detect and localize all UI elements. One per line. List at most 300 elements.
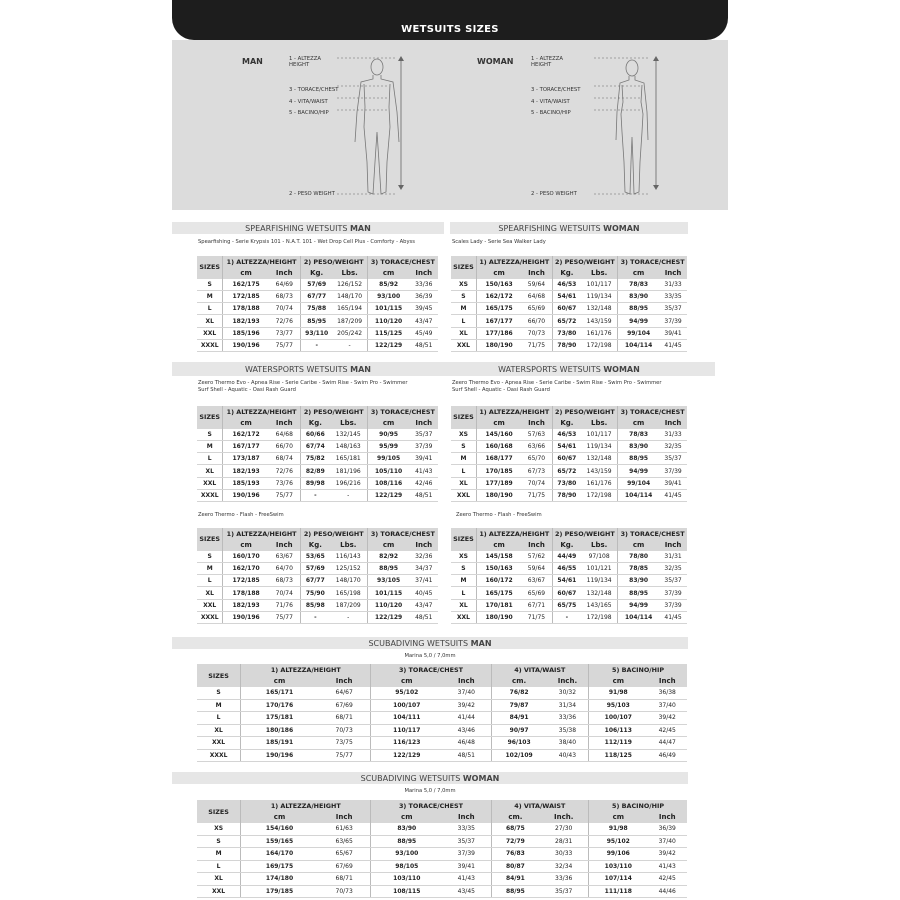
value-cell: 95/102 — [371, 687, 442, 699]
value-cell: 119/134 — [581, 575, 618, 587]
table-row — [197, 860, 687, 873]
col-header: 2) PESO/WEIGHT — [300, 406, 367, 417]
value-cell: 190/196 — [223, 490, 269, 502]
value-cell: 75/77 — [269, 612, 300, 624]
table-row — [197, 885, 687, 898]
value-cell: 75/77 — [269, 490, 300, 502]
value-cell: 64/70 — [269, 562, 300, 574]
value-cell: 107/114 — [589, 873, 648, 886]
value-cell: 63/66 — [521, 440, 552, 452]
value-cell: 94/99 — [618, 315, 659, 327]
value-cell: 108/115 — [371, 885, 442, 898]
value-cell: 180/190 — [476, 490, 521, 502]
table-row — [451, 490, 687, 502]
value-cell: 178/188 — [223, 303, 269, 315]
value-cell: 66/70 — [269, 440, 300, 452]
value-cell: 71/75 — [521, 612, 552, 624]
col-header: 3) TORACE/CHEST — [618, 528, 687, 539]
value-cell: 148/163 — [330, 440, 367, 452]
table-row — [451, 340, 687, 352]
col-subheader: Inch — [318, 676, 371, 688]
table-row — [451, 315, 687, 327]
value-cell: 116/123 — [371, 737, 442, 750]
value-cell: 165/198 — [330, 587, 367, 599]
man-hip-label: 5 - BACINO/HIP — [289, 110, 329, 116]
value-cell: 110/117 — [371, 724, 442, 737]
value-cell: 84/91 — [491, 873, 539, 886]
value-cell: 43/47 — [410, 315, 438, 327]
value-cell: 82/92 — [367, 551, 409, 563]
size-cell: XS — [197, 823, 241, 835]
value-cell: - — [300, 340, 332, 352]
table-row — [451, 612, 687, 624]
value-cell: 70/74 — [269, 303, 300, 315]
value-cell: 78/80 — [618, 551, 659, 563]
table-row — [197, 873, 687, 886]
value-cell: 110/120 — [367, 599, 409, 611]
value-cell: 85/95 — [300, 315, 332, 327]
value-cell: - — [330, 612, 367, 624]
water-man-title: WATERSPORTS WETSUITS MAN — [244, 365, 372, 374]
value-cell: 54/61 — [552, 290, 581, 302]
value-cell: 32/34 — [539, 860, 588, 873]
value-cell: 60/66 — [300, 429, 330, 441]
value-cell: 167/177 — [476, 315, 521, 327]
col-subheader: Inch — [410, 267, 438, 278]
value-cell: 36/38 — [647, 687, 687, 699]
value-cell: 182/193 — [223, 465, 269, 477]
value-cell: 65/69 — [521, 303, 552, 315]
woman-chest-label: 3 - TORACE/CHEST — [531, 87, 581, 93]
value-cell: 75/82 — [300, 453, 330, 465]
value-cell: 37/39 — [410, 440, 438, 452]
value-cell: 132/148 — [581, 587, 618, 599]
value-cell: 75/77 — [269, 340, 300, 352]
value-cell: 65/69 — [521, 587, 552, 599]
value-cell: 78/90 — [552, 340, 581, 352]
col-header: 2) PESO/WEIGHT — [552, 528, 618, 539]
col-subheader: Inch — [647, 812, 687, 824]
value-cell: 181/196 — [330, 465, 367, 477]
table-row — [451, 440, 687, 452]
value-cell: 75/77 — [318, 749, 371, 762]
size-cell: XL — [197, 873, 241, 886]
value-cell: 36/39 — [410, 290, 438, 302]
col-subheader: Inch — [521, 267, 552, 278]
value-cell: 59/64 — [521, 279, 552, 291]
table-row — [451, 477, 687, 489]
value-cell: 39/42 — [647, 712, 687, 725]
zeero-man-note: Zeero Thermo - Flash - FreeSwim — [198, 512, 284, 518]
table-row — [197, 279, 438, 291]
value-cell: 132/145 — [330, 429, 367, 441]
size-cell: L — [197, 860, 241, 873]
value-cell: 48/51 — [442, 749, 491, 762]
value-cell: 37/40 — [647, 835, 687, 848]
value-cell: 160/168 — [476, 440, 521, 452]
size-cell: L — [451, 315, 476, 327]
value-cell: 43/45 — [442, 885, 491, 898]
value-cell: 41/43 — [410, 465, 438, 477]
table-row — [451, 551, 687, 563]
value-cell: 80/87 — [491, 860, 539, 873]
value-cell: 101/121 — [581, 562, 618, 574]
table-row — [197, 587, 438, 599]
value-cell: 48/51 — [410, 490, 438, 502]
value-cell: 185/196 — [223, 327, 269, 339]
value-cell: 42/46 — [410, 477, 438, 489]
value-cell: 32/35 — [659, 440, 687, 452]
value-cell: 59/64 — [521, 562, 552, 574]
value-cell: 41/44 — [442, 712, 491, 725]
col-subheader: cm — [618, 267, 659, 278]
size-cell: L — [197, 575, 223, 587]
col-subheader: cm — [618, 417, 659, 428]
value-cell: 46/55 — [552, 562, 581, 574]
value-cell: - — [330, 490, 367, 502]
table-row — [197, 712, 687, 725]
zeero-woman-note: Zeero Thermo - Flash - FreeSwim — [456, 512, 542, 518]
value-cell: 54/61 — [552, 440, 581, 452]
value-cell: 39/42 — [647, 848, 687, 861]
col-subheader: Kg. — [300, 267, 332, 278]
woman-figure-icon — [592, 52, 672, 202]
size-cell: M — [197, 699, 241, 712]
value-cell: 108/116 — [367, 477, 409, 489]
table-row — [451, 303, 687, 315]
table-row — [197, 453, 438, 465]
value-cell: 161/176 — [581, 477, 618, 489]
value-cell: 70/74 — [521, 477, 552, 489]
col-subheader: cm — [223, 267, 269, 278]
value-cell: 33/35 — [442, 823, 491, 835]
size-cell: S — [451, 562, 476, 574]
value-cell: 64/68 — [269, 429, 300, 441]
value-cell: 37/39 — [659, 599, 687, 611]
value-cell: 33/36 — [547, 712, 589, 725]
value-cell: 150/163 — [476, 279, 521, 291]
value-cell: 73/75 — [318, 737, 371, 750]
size-cell: S — [197, 551, 223, 563]
value-cell: 44/47 — [647, 737, 687, 750]
value-cell: 30/32 — [547, 687, 589, 699]
value-cell: 64/69 — [269, 279, 300, 291]
col-header: 3) TORACE/CHEST — [371, 800, 491, 812]
col-header: 1) ALTEZZA/HEIGHT — [223, 528, 300, 539]
value-cell: 150/163 — [476, 562, 521, 574]
value-cell: 68/71 — [318, 712, 371, 725]
size-cell: XL — [197, 465, 223, 477]
value-cell: 71/75 — [521, 340, 552, 352]
value-cell: 76/83 — [491, 848, 539, 861]
value-cell: 67/71 — [521, 599, 552, 611]
value-cell: 35/37 — [539, 885, 588, 898]
spear-man-note: Spearfishing - Serie Krypsis 101 - N.A.T. 101 - Wet Drop Cell Plus - Comforty - Abyss — [198, 239, 415, 245]
value-cell: 160/170 — [223, 551, 269, 563]
size-cell: S — [197, 279, 223, 291]
value-cell: 35/37 — [410, 429, 438, 441]
value-cell: 94/99 — [618, 599, 659, 611]
value-cell: 71/76 — [269, 599, 300, 611]
value-cell: 38/40 — [547, 737, 589, 750]
table-row — [197, 340, 438, 352]
value-cell: 39/41 — [410, 453, 438, 465]
value-cell: 88/95 — [491, 885, 539, 898]
size-cell: M — [197, 562, 223, 574]
man-chest-label: 3 - TORACE/CHEST — [289, 87, 339, 93]
value-cell: - — [333, 340, 368, 352]
value-cell: 66/70 — [521, 315, 552, 327]
size-cell: L — [197, 303, 223, 315]
value-cell: 65/72 — [552, 315, 581, 327]
col-header: 4) VITA/WAIST — [491, 664, 589, 676]
value-cell: 205/242 — [333, 327, 368, 339]
value-cell: 40/45 — [410, 587, 438, 599]
value-cell: 37/40 — [442, 687, 491, 699]
value-cell: 170/176 — [241, 699, 318, 712]
value-cell: 100/107 — [371, 699, 442, 712]
value-cell: 89/98 — [300, 477, 330, 489]
col-subheader: Lbs. — [330, 539, 367, 550]
col-header: 5) BACINO/HIP — [589, 664, 687, 676]
size-cell: XL — [451, 327, 476, 339]
value-cell: 95/103 — [589, 699, 648, 712]
col-subheader: Inch — [647, 676, 687, 688]
col-subheader: cm — [371, 676, 442, 688]
value-cell: 103/110 — [589, 860, 648, 873]
size-cell: XL — [197, 587, 223, 599]
value-cell: 159/165 — [241, 835, 318, 848]
value-cell: 70/73 — [318, 885, 371, 898]
col-header: 1) ALTEZZA/HEIGHT — [241, 800, 371, 812]
value-cell: 67/77 — [300, 575, 330, 587]
woman-weight-label: 2 - PESO WEIGHT — [531, 191, 577, 197]
value-cell: 164/170 — [241, 848, 318, 861]
value-cell: 162/172 — [223, 429, 269, 441]
value-cell: 78/83 — [618, 279, 659, 291]
value-cell: 115/125 — [367, 327, 409, 339]
value-cell: 67/73 — [521, 465, 552, 477]
value-cell: 67/77 — [300, 290, 332, 302]
value-cell: 175/181 — [241, 712, 318, 725]
col-subheader: Lbs. — [581, 267, 618, 278]
woman-label: WOMAN — [477, 57, 514, 66]
value-cell: 65/75 — [552, 599, 581, 611]
value-cell: 172/198 — [581, 490, 618, 502]
scuba-woman-title: SCUBADIVING WETSUITS WOMAN — [360, 774, 500, 783]
size-cell: XXXL — [197, 612, 223, 624]
spear-man-title: SPEARFISHING WETSUITS MAN — [245, 224, 371, 233]
value-cell: 190/196 — [223, 340, 269, 352]
value-cell: 68/75 — [491, 823, 539, 835]
size-cell: XS — [451, 429, 476, 441]
col-header: 2) PESO/WEIGHT — [300, 528, 367, 539]
value-cell: 68/73 — [269, 290, 300, 302]
water-woman-table — [451, 406, 687, 502]
value-cell: 37/40 — [647, 699, 687, 712]
size-cell: M — [451, 575, 476, 587]
value-cell: 46/53 — [552, 279, 581, 291]
col-header: 2) PESO/WEIGHT — [552, 256, 618, 267]
table-row — [197, 440, 438, 452]
value-cell: 132/148 — [581, 453, 618, 465]
col-subheader: cm — [589, 812, 648, 824]
value-cell: 31/31 — [659, 551, 687, 563]
value-cell: 48/51 — [410, 612, 438, 624]
value-cell: 34/37 — [410, 562, 438, 574]
size-cell: XXL — [197, 477, 223, 489]
value-cell: 148/170 — [333, 290, 368, 302]
value-cell: 90/95 — [367, 429, 409, 441]
table-row — [197, 612, 438, 624]
size-cell: L — [197, 453, 223, 465]
value-cell: 76/82 — [491, 687, 547, 699]
value-cell: 132/148 — [581, 303, 618, 315]
size-cell: XXL — [197, 737, 241, 750]
value-cell: 110/120 — [367, 315, 409, 327]
table-row — [451, 599, 687, 611]
value-cell: 41/45 — [659, 490, 687, 502]
value-cell: 83/90 — [618, 290, 659, 302]
value-cell: 168/177 — [476, 453, 521, 465]
value-cell: 70/73 — [521, 327, 552, 339]
col-subheader: cm — [589, 676, 648, 688]
col-header: SIZES — [197, 406, 223, 429]
value-cell: 42/45 — [647, 724, 687, 737]
value-cell: 173/187 — [223, 453, 269, 465]
value-cell: 85/92 — [367, 279, 409, 291]
col-subheader: Inch — [521, 417, 552, 428]
value-cell: - — [300, 612, 330, 624]
value-cell: 101/117 — [581, 429, 618, 441]
value-cell: 63/67 — [521, 575, 552, 587]
col-subheader: Kg. — [552, 539, 581, 550]
value-cell: 39/41 — [659, 477, 687, 489]
value-cell: 43/46 — [442, 724, 491, 737]
value-cell: 119/134 — [581, 290, 618, 302]
col-subheader: Inch — [659, 539, 687, 550]
value-cell: 102/109 — [491, 749, 547, 762]
value-cell: 57/62 — [521, 551, 552, 563]
value-cell: 33/35 — [659, 290, 687, 302]
water-woman-note: Zeero Thermo Evo - Apnea Rise - Serie Caribe - Swim Rise - Swim Pro - Swimmer Surf Shell - Aquatic - Oasi Rash Guard — [452, 380, 662, 393]
table-row — [197, 575, 438, 587]
value-cell: 185/191 — [241, 737, 318, 750]
scuba-man-note: Marina 5,0 / 7,0mm — [404, 653, 456, 659]
value-cell: 44/46 — [647, 885, 687, 898]
man-weight-label: 2 - PESO WEIGHT — [289, 191, 335, 197]
size-cell: XXL — [197, 327, 223, 339]
value-cell: 68/74 — [269, 453, 300, 465]
value-cell: 70/73 — [318, 724, 371, 737]
col-subheader: cm — [371, 812, 442, 824]
col-header: SIZES — [197, 664, 241, 687]
spear-woman-title: SPEARFISHING WETSUITS WOMAN — [498, 224, 640, 233]
col-header: 3) TORACE/CHEST — [371, 664, 491, 676]
value-cell: 88/95 — [371, 835, 442, 848]
col-header: SIZES — [197, 528, 223, 551]
value-cell: 93/100 — [367, 290, 409, 302]
man-height-label: 1 - ALTEZZA HEIGHT — [289, 56, 321, 68]
col-header: SIZES — [197, 800, 241, 823]
col-header: 3) TORACE/CHEST — [367, 406, 438, 417]
col-header: 3) TORACE/CHEST — [618, 406, 687, 417]
value-cell: 190/196 — [241, 749, 318, 762]
value-cell: 83/90 — [618, 440, 659, 452]
value-cell: 104/114 — [618, 490, 659, 502]
col-subheader: Inch — [269, 267, 300, 278]
table-row — [197, 303, 438, 315]
table-row — [197, 823, 687, 835]
size-cell: XL — [197, 724, 241, 737]
scuba-woman-table — [197, 800, 687, 898]
value-cell: 99/104 — [618, 477, 659, 489]
value-cell: 68/73 — [269, 575, 300, 587]
value-cell: 37/39 — [659, 315, 687, 327]
col-subheader: Inch. — [539, 812, 588, 824]
col-subheader: Inch — [269, 417, 300, 428]
value-cell: 67/69 — [318, 860, 371, 873]
table-row — [197, 429, 438, 441]
value-cell: 85/98 — [300, 599, 330, 611]
col-subheader: Inch — [659, 417, 687, 428]
col-subheader: Inch — [410, 417, 438, 428]
value-cell: 96/103 — [491, 737, 547, 750]
value-cell: 41/45 — [659, 612, 687, 624]
size-cell: S — [197, 835, 241, 848]
value-cell: 65/72 — [552, 465, 581, 477]
col-header: SIZES — [451, 528, 476, 551]
table-row — [197, 465, 438, 477]
col-header: SIZES — [197, 256, 223, 279]
size-cell: S — [451, 440, 476, 452]
col-header: 3) TORACE/CHEST — [367, 256, 438, 267]
value-cell: 60/67 — [552, 587, 581, 599]
water-man-note: Zeero Thermo Evo - Apnea Rise - Serie Caribe - Swim Rise - Swim Pro - Swimmer Surf Shell - Aquatic - Oasi Rash Guard — [198, 380, 408, 393]
value-cell: 57/69 — [300, 562, 330, 574]
value-cell: 170/181 — [476, 599, 521, 611]
value-cell: 160/172 — [476, 575, 521, 587]
col-subheader: Lbs. — [581, 417, 618, 428]
col-subheader: cm — [367, 539, 409, 550]
man-figure-icon — [337, 52, 417, 202]
value-cell: 37/39 — [659, 465, 687, 477]
zeero-man-table — [197, 528, 438, 624]
col-subheader: Kg. — [300, 539, 330, 550]
value-cell: 35/38 — [547, 724, 589, 737]
value-cell: 71/75 — [521, 490, 552, 502]
value-cell: 88/95 — [367, 562, 409, 574]
value-cell: 37/39 — [659, 587, 687, 599]
value-cell: 63/65 — [318, 835, 371, 848]
value-cell: 88/95 — [618, 453, 659, 465]
size-cell: XS — [451, 551, 476, 563]
value-cell: 61/63 — [318, 823, 371, 835]
value-cell: 44/49 — [552, 551, 581, 563]
value-cell: 100/107 — [589, 712, 648, 725]
water-woman-title: WATERSPORTS WETSUITS WOMAN — [498, 365, 640, 374]
value-cell: 90/97 — [491, 724, 547, 737]
col-header: 1) ALTEZZA/HEIGHT — [476, 256, 552, 267]
value-cell: 165/175 — [476, 587, 521, 599]
value-cell: 112/119 — [589, 737, 648, 750]
value-cell: 73/76 — [269, 477, 300, 489]
size-cell: XXL — [451, 490, 476, 502]
value-cell: 98/105 — [371, 860, 442, 873]
value-cell: 122/129 — [371, 749, 442, 762]
page-title: WETSUITS SIZES — [401, 24, 499, 35]
value-cell: 169/175 — [241, 860, 318, 873]
